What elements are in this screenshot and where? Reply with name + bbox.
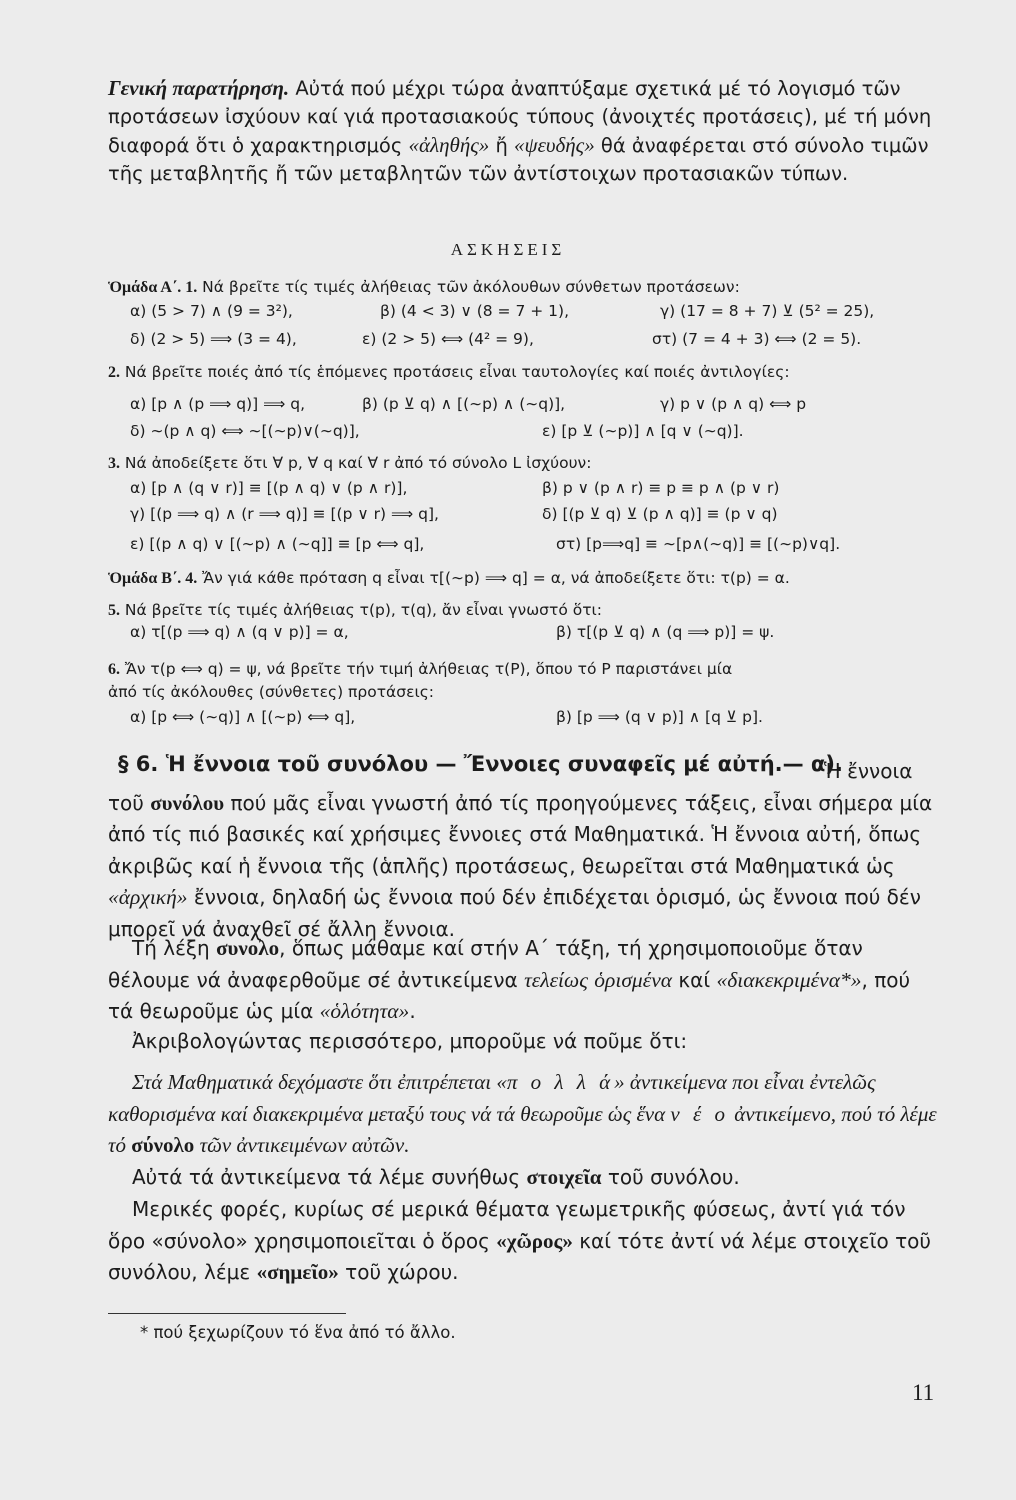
exercise-5-row-1: α) τ[(p ⟹ q) ∧ (q ∨ p)] = α, β) τ[(p ⊻ q) ∧ (q ⟹ p)] = ψ. [130,623,775,641]
exercise-3-row-1: α) [p ∧ (q ∨ r)] ≡ [(p ∧ q) ∨ (p ∧ r)], β) p ∨ (p ∧ r) ≡ p ≡ p ∧ (p ∨ r) [130,479,780,497]
exercise-3: 3. Νά ἀποδείξετε ὅτι ∀ p, ∀ q καί ∀ r ἀπό τό σύνολο L ἰσχύουν: [108,454,592,472]
section-6-title: § 6. Ἡ ἔννοια τοῦ συνόλου — Ἔννοιες συναφεῖς μέ αὐτή.— α). [118,752,843,776]
general-remark: Γενική παρατήρηση. Αὐτά πού μέχρι τώρα ἀναπτύξαμε σχετικά μέ τό λογισμό τῶν προτάσεων ἰσχύουν καί γιά προτασιακούς τύπους (ἀνοιχτές προτάσεις), μέ τή μόνη διαφορά ὅτι ὁ χαρακτηρισμός «ἀληθής» ἤ «ψευδής» θά ἀναφέρεται στό σύνολο τιμῶν τῆς μεταβλητῆς ἤ τῶν μεταβλητῶν τῶν ἀντίστοιχων προτασιακῶν τύπων. [108,76,932,185]
exercise-4: Ὁμάδα Β΄. 4. Ἄν γιά κάθε πρόταση q εἶναι τ[(∼p) ⟹ q] = α, νά ἀποδείξετε ὅτι: τ(p) = α. [108,569,790,587]
exercise-6-row-1: α) [p ⟺ (∼q)] ∧ [(∼p) ⟺ q], β) [p ⟹ (q ∨ p)] ∧ [q ⊻ p]. [130,708,763,726]
exercises-heading: ΑΣΚΗΣΕΙΣ [450,240,566,259]
paragraph-more-precisely: Ἀκριβολογώντας περισσότερο, μποροῦμε νά ποῦμε ὅτι: [132,1029,688,1053]
exercise-6: 6. Ἄν τ(p ⟺ q) = ψ, νά βρεῖτε τήν τιμή ἀλήθειας τ(P), ὅπου τό P παριστάνει μία [108,660,733,678]
exercise-1-row-2: δ) (2 > 5) ⟹ (3 = 4), ε) (2 > 5) ⟺ (4² = 9), στ) (7 = 4 + 3) ⟺ (2 = 5). [130,330,862,348]
exercise-3-row-2: γ) [(p ⟹ q) ∧ (r ⟹ q)] ≡ [(p ∨ r) ⟹ q], δ) [(p ⊻ q) ⊻ (p ∧ q)] ≡ (p ∨ q) [130,505,778,523]
footnote: * πού ξεχωρίζουν τό ἕνα ἀπό τό ἄλλο. [140,1323,456,1342]
paragraph-word-set: Τή λέξη συνολο, ὅπως μάθαμε καί στήν Α΄ τάξη, τή χρησιμοποιοῦμε ὅταν θέλουμε νά ἀναφερθοῦμε σέ ἀντικείμενα τελείως ὁρισμένα καί «διακεκριμένα*», πού τά θεωροῦμε ὡς μία «ὁλότητα». [108,936,911,1023]
exercise-1-row-1: α) (5 > 7) ∧ (9 = 3²), β) (4 < 3) ∨ (8 = 7 + 1), γ) (17 = 8 + 7) ⊻ (5² = 25), [130,302,875,320]
definition-quote: Στά Μαθηματικά δεχόμαστε ὅτι ἐπιτρέπεται «π ο λ λ ά» ἀντικείμενα ποι εἶναι ἐντελῶς καθορισμένα καί διακεκριμένα μεταξύ τους νά τά θεωροῦμε ὡς ἕνα ν έ ο ἀντικείμενο, πού τό λέμε τό σύνολο τῶν ἀντικειμένων αὐτῶν. [108,1070,937,1157]
page-number: 11 [912,1380,935,1405]
exercise-5: 5. Νά βρεῖτε τίς τιμές ἀλήθειας τ(p), τ(q), ἄν εἶναι γνωστό ὅτι: [108,601,603,619]
footnote-rule [108,1313,346,1314]
section-6-paragraph: Ἡ ἔννοια τοῦ συνόλου πού μᾶς εἶναι γνωστή ἀπό τίς προηγούμενες τάξεις, εἶναι σήμερα μία ἀπό τίς πιό βασικές καί χρήσιμες ἔννοιες στά Μαθηματικά. Ἡ ἔννοια αὐτή, ὅπως ἀκριβῶς καί ἡ ἔννοια τῆς (ἁπλῆς) προτάσεως, θεωρεῖται στά Μαθηματικά ὡς «ἀρχική» ἔννοια, δηλαδή ὡς ἔννοια πού δέν ἐπιδέχεται ὁρισμό, ὡς ἔννοια πού δέν μπορεῖ νά ἀναχθεῖ σέ ἄλλη ἔννοια. [108,759,933,941]
exercise-2-row-1: α) [p ∧ (p ⟹ q)] ⟹ q, β) (p ⊻ q) ∧ [(∼p) ∧ (∼q)], γ) p ∨ (p ∧ q) ⟺ p [130,395,807,413]
exercise-6-line-2: ἀπό τίς ἀκόλουθες (σύνθετες) προτάσεις: [108,683,435,701]
exercise-2: 2. Νά βρεῖτε ποιές ἀπό τίς ἑπόμενες προτάσεις εἶναι ταυτολογίες καί ποιές ἀντιλογίες: [108,363,790,381]
exercise-3-row-3: ε) [(p ∧ q) ∨ [(∼p) ∧ (∼q]] ≡ [p ⟺ q], στ) [p⟹q] ≡ ∼[p∧(∼q)] ≡ [(∼p)∨q]. [130,535,841,553]
paragraph-elements: Αὐτά τά ἀντικείμενα τά λέμε συνήθως στοιχεῖα τοῦ συνόλου. [132,1165,740,1189]
exercise-1: Ὁμάδα Α΄. 1. Νά βρεῖτε τίς τιμές ἀλήθειας τῶν ἀκόλουθων σύνθετων προτάσεων: [108,278,740,296]
paragraph-space: Μερικές φορές, κυρίως σέ μερικά θέματα γεωμετρικῆς φύσεως, ἀντί γιά τόν ὅρο «σύνολο» χρησιμοποιεῖται ὁ ὅρος «χῶρος» καί τότε ἀντί νά λέμε στοιχεῖο τοῦ συνόλου, λέμε «σημεῖο» τοῦ χώρου. [108,1197,931,1284]
exercise-2-row-2: δ) ∼(p ∧ q) ⟺ ∼[(∼p)∨(∼q)], ε) [p ⊻ (∼p)] ∧ [q ∨ (∼q)]. [130,422,744,440]
general-remark-lead: Γενική παρατήρηση. [108,76,290,100]
